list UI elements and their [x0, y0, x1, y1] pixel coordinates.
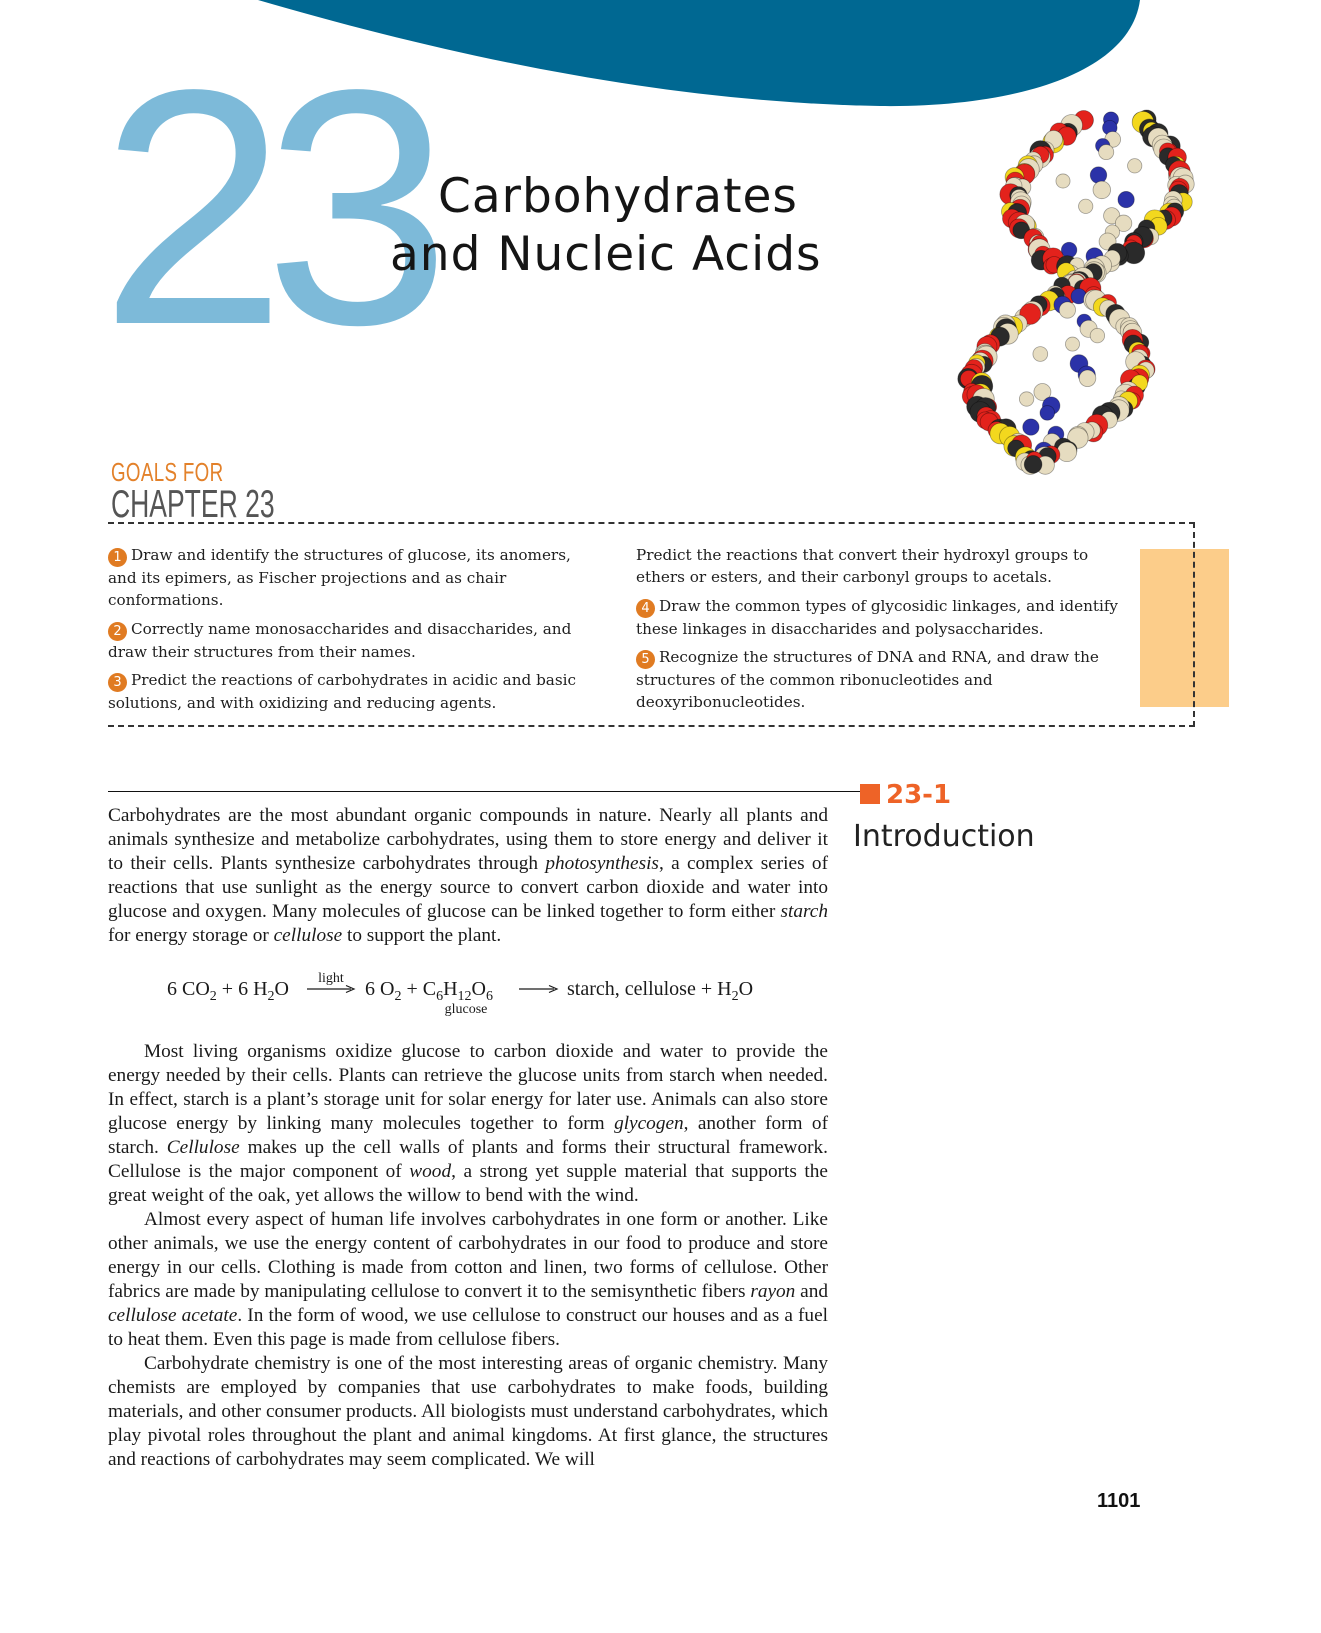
goal-text: Predict the reactions that convert their hydroxyl groups to ethers or esters, and their carbonyl groups to acetals.	[636, 546, 1089, 587]
goal-text: Correctly name monosaccharides and disaccharides, and draw their structures from their names.	[108, 619, 572, 661]
term-cellulose-2: Cellulose	[166, 1137, 240, 1158]
goals-column-left	[108, 544, 592, 720]
goal-badge: 4	[636, 599, 655, 618]
goal-item-5	[636, 646, 1128, 714]
section-title: Introduction	[853, 819, 1035, 854]
term-wood: wood	[409, 1161, 452, 1182]
term-starch: starch	[780, 901, 828, 922]
photosynthesis-equation	[108, 962, 828, 1022]
goal-badge: 1	[108, 548, 127, 567]
body-paragraph-4: Carbohydrate chemistry is one of the most interesting areas of organic chemistry. Many chemists are employed by companies that use carbohydrates to make foods, building materials, and other consumer products. All biologists must understand carbohydrates, which play pivotal roles throughout the plant and animal kingdoms. At first glance, the structures and reactions of carbohydrates may seem complicated. We will	[108, 1353, 828, 1470]
term-glycogen: glycogen	[614, 1113, 684, 1134]
body-paragraph-1: Carbohydrates are the most abundant organic compounds in nature. Nearly all plants and animals synthesize and metabolize carbohydrates, using them to store energy and deliver it to their cells. Plants synthesize carbohydrates through photosynthesis, a complex series of reactions that use sunlight as the energy source to convert carbon dioxide and water into glucose and oxygen. Many molecules of glucose can be linked together to form either starch for energy storage or cellulose to support the plant.	[108, 805, 828, 946]
goal-text: Predict the reactions of carbohydrates in acidic and basic solutions, and with oxidizing and reducing agents.	[108, 670, 577, 712]
goals-heading	[111, 458, 352, 524]
chapter-number: 23	[100, 20, 429, 394]
chapter-title-line2: and Nucleic Acids	[390, 227, 822, 282]
goal-text: Draw the common types of glycosidic linkages, and identify these linkages in disaccharides and polysaccharides.	[636, 596, 1119, 638]
eq-arrow-label: light	[318, 971, 344, 986]
eq-glucose-label: glucose	[444, 1002, 488, 1017]
term-photosynthesis: photosynthesis	[545, 853, 659, 874]
term-cellulose-acetate: cellulose acetate	[108, 1305, 238, 1326]
goal-item-3	[108, 669, 592, 714]
eq-reactants: 6 $CO_2 + 6$ $H_2O$	[167, 978, 289, 1004]
eq-products: 6 $O_2 + C_6H_{12}O_6$	[365, 978, 493, 1004]
body-paragraph-3: Almost every aspect of human life involves carbohydrates in one form or another. Like other animals, we use the energy content of carbohydrates in our food to produce and store energy in our cells. Clothing is made from cotton and linen, two forms of cellulose. Other fabrics are made by manipulating cellulose to convert it to the semisynthetic fibers rayon and cellulose acetate. In the form of wood, we use cellulose to construct our houses and as a fuel to heat them. Even this page is made from cellulose fibers.	[108, 1209, 828, 1350]
goal-item-2	[108, 618, 592, 663]
goal-item-3-continued	[636, 544, 1128, 589]
goals-heading-line2: CHAPTER 23	[111, 483, 275, 526]
goal-badge: 3	[108, 673, 127, 692]
goal-text: Draw and identify the structures of glucose, its anomers, and its epimers, as Fischer projections and as chair conformations.	[108, 546, 571, 610]
term-rayon: rayon	[750, 1281, 796, 1302]
page-number: 1101	[1097, 1490, 1141, 1512]
goal-badge: 5	[636, 650, 655, 669]
body-text-continued	[108, 1040, 828, 1472]
goals-column-right	[636, 544, 1128, 719]
term-cellulose: cellulose	[273, 925, 343, 946]
chapter-title	[390, 168, 822, 284]
section-number: 23-1	[886, 780, 952, 810]
section-marker-square	[860, 784, 880, 804]
goal-text: Recognize the structures of DNA and RNA, and draw the structures of the common ribonucleotides and deoxyribonucleotides.	[636, 647, 1099, 712]
chapter-title-line1: Carbohydrates	[438, 169, 798, 224]
body-paragraph-2: Most living organisms oxidize glucose to carbon dioxide and water to provide the energy needed by their cells. Plants can retrieve the glucose units from starch when needed. In effect, starch is a plant’s storage unit for solar energy for later use. Animals can also store glucose energy by linking many molecules together to form glycogen, another form of starch. Cellulose makes up the cell walls of plants and forms their structural framework. Cellulose is the major component of wood, a strong yet supple material that supports the great weight of the oak, yet allows the willow to bend with the wind.	[108, 1041, 828, 1206]
section-rule	[108, 791, 864, 792]
goal-item-1	[108, 544, 592, 612]
goal-item-4	[636, 595, 1128, 640]
goal-badge: 2	[108, 622, 127, 641]
eq-final-products: starch, cellulose + $H_2O$	[567, 978, 754, 1004]
dna-model-image	[950, 100, 1200, 490]
goals-heading-line1: GOALS FOR	[111, 457, 224, 487]
